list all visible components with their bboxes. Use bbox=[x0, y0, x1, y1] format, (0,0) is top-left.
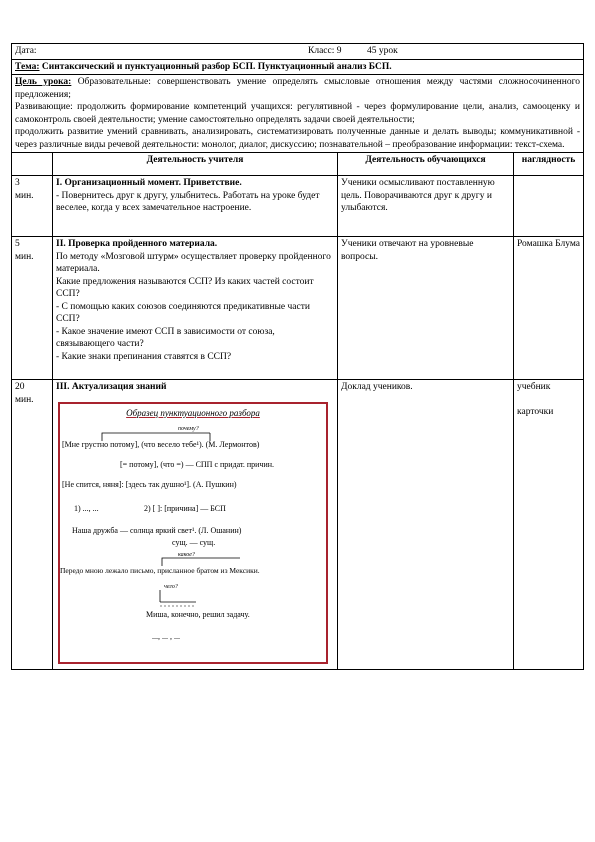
class-label: Класс: 9 bbox=[308, 46, 342, 56]
sample-mark: почему? bbox=[178, 425, 199, 432]
stage-title: III. Актуализация знаний bbox=[56, 382, 167, 392]
stage-visuals: учебник bbox=[517, 382, 551, 392]
sample-line: 1) ..., ... bbox=[74, 503, 99, 513]
lesson-plan-table bbox=[11, 43, 584, 670]
topic-text: Синтаксический и пунктуационный разбор БСП. Пунктуационный анализ БСП. bbox=[41, 61, 392, 72]
stage-row bbox=[12, 380, 584, 670]
sample-line: Передо мною лежало письмо, присланное братом из Мексики. bbox=[60, 565, 260, 575]
sample-line: 2) [ ]: [причина] — БСП bbox=[144, 503, 226, 513]
stage-students: Ученики отвечают на уровневые вопросы. bbox=[338, 237, 514, 380]
sample-title: Образец пунктуационного разбора bbox=[126, 407, 260, 418]
stage-time: 5 bbox=[15, 239, 20, 249]
stage-text: - Какие знаки препинания ставятся в ССП? bbox=[56, 351, 232, 362]
stage-row bbox=[12, 176, 584, 237]
goals-educational: Образовательные: совершенствовать умение определять смысловые отношения между частями сложносочиненного предложения; bbox=[15, 77, 581, 100]
sample-line: Миша, конечно, решил задачу. bbox=[146, 609, 250, 619]
stage-text: - Какое значение имеют ССП в зависимости от союза, связывающего части? bbox=[56, 326, 275, 349]
lesson-plan bbox=[11, 43, 583, 670]
sample-line: [Мне грустно потому], (что весело тебе¹). (М. Лермонтов) bbox=[62, 439, 260, 449]
sample-mark: чего? bbox=[164, 583, 178, 590]
sample-line: [= потому], (что =) — СПП с придат. причин. bbox=[120, 459, 275, 469]
stage-title: I. Организационный момент. Приветствие. bbox=[56, 178, 242, 188]
stage-visuals: карточки bbox=[517, 406, 554, 417]
stage-text: - С помощью каких союзов соединяются предикативные части ССП? bbox=[56, 301, 310, 324]
sample-scheme bbox=[156, 586, 206, 608]
goals-continuing: продолжить развитие умений сравнивать, анализировать, систематизировать полученные данные и делать выводы; коммуникативной - через различные виды речевой деятельности: монолог, диалог, дискуссию; познавательной – преобразование информации: текст-схема. bbox=[15, 127, 581, 150]
col-visuals: наглядность bbox=[514, 153, 584, 176]
sample-line: [Не спится, няня]: [здесь так душно¹]. (А. Пушкин) bbox=[62, 479, 237, 489]
goals-developing: Развивающие: продолжить формирование компетенций учащихся: регулятивной - через формулирование цели, анализ, самооценку и самоконтроль своей деятельности; умение самостоятельно определять задачи своей деятельности; bbox=[15, 102, 581, 125]
col-teacher: Деятельность учителя bbox=[53, 153, 338, 176]
col-students: Деятельность обучающихся bbox=[338, 153, 514, 176]
stage-students: Доклад учеников. bbox=[338, 380, 514, 670]
goals-label: Цель урока: bbox=[15, 77, 72, 87]
stage-visuals bbox=[514, 176, 584, 237]
stage-row bbox=[12, 237, 584, 380]
topic-label: Тема: bbox=[15, 61, 40, 72]
stage-time: 3 bbox=[15, 178, 20, 188]
stage-text: - Повернитесь друг к другу, улыбнитесь. Работать на уроке будет веселее, когда у всех замечательное настроение. bbox=[56, 190, 320, 213]
stage-time-unit: мин. bbox=[15, 251, 34, 262]
sample-mark: какое? bbox=[178, 551, 195, 558]
column-headers bbox=[12, 153, 584, 176]
punctuation-sample-card bbox=[58, 402, 328, 664]
lesson-number: 45 урок bbox=[367, 46, 398, 56]
sample-line: сущ. — сущ. bbox=[172, 537, 216, 547]
header-row bbox=[12, 44, 584, 60]
stage-time-unit: мин. bbox=[15, 190, 34, 201]
goals-row bbox=[12, 75, 584, 153]
sample-line: ..., ... , ... bbox=[152, 631, 180, 641]
stage-text: По методу «Мозговой штурм» осуществляет проверку пройденного материала. bbox=[56, 251, 331, 274]
stage-time: 20 bbox=[15, 382, 25, 392]
stage-time-unit: мин. bbox=[15, 394, 34, 405]
topic-row bbox=[12, 59, 584, 75]
stage-students: Ученики осмысливают поставленную цель. Поворачиваются друг к другу и улыбаются. bbox=[338, 176, 514, 237]
stage-visuals: Ромашка Блума bbox=[514, 237, 584, 380]
stage-text: Какие предложения называются ССП? Из каких частей состоит ССП? bbox=[56, 276, 314, 299]
stage-title: II. Проверка пройденного материала. bbox=[56, 239, 218, 249]
sample-line: Наша дружба — солнца яркий свет¹. (Л. Ошанин) bbox=[72, 525, 242, 535]
date-label: Дата: bbox=[15, 46, 37, 56]
